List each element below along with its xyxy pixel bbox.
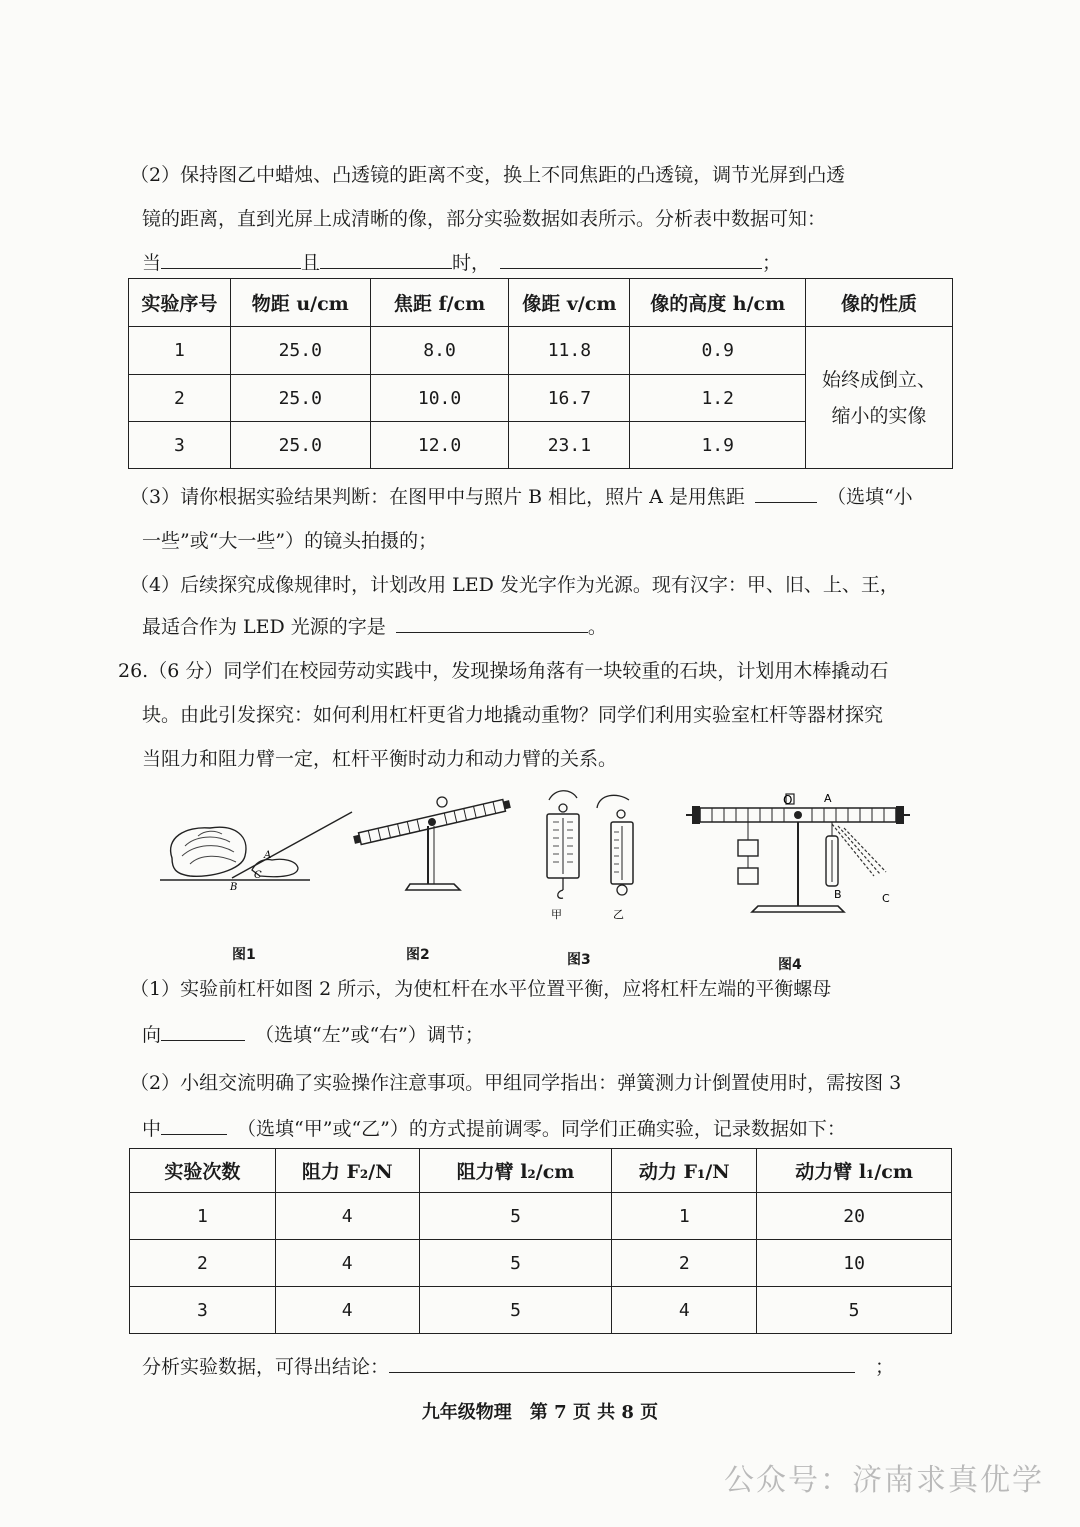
q26-intro-line2: 块。由此引发探究：如何利用杠杆更省力地撬动重物？同学们利用实验室杠杆等器材探究 bbox=[142, 704, 884, 726]
table-cell: 1.9 bbox=[630, 422, 806, 469]
figure2-caption: 图2 bbox=[406, 947, 430, 963]
q25-p3-text-b: （选填“小 bbox=[826, 486, 913, 508]
q26-p1-text-b: （选填“左”或“右”）调节； bbox=[255, 1024, 484, 1046]
q25-p2-line2: 镜的距离，直到光屏上成清晰的像，部分实验数据如表所示。分析表中数据可知： bbox=[142, 208, 827, 230]
image-property-line1: 始终成倒立、 bbox=[822, 368, 937, 391]
page-footer: 九年级物理 第 7 页 共 8 页 bbox=[421, 1402, 659, 1423]
q26-blank-zeroing[interactable] bbox=[161, 1116, 227, 1135]
lever-header-resistance-arm: 阻力臂 l₂/cm bbox=[419, 1149, 612, 1193]
q25-p4-text-a: 最适合作为 LED 光源的字是 bbox=[142, 616, 386, 638]
fig1-label-a: A bbox=[264, 850, 272, 861]
q25-blank-condition1[interactable] bbox=[161, 250, 301, 269]
image-property-line2: 缩小的实像 bbox=[831, 404, 927, 427]
lens-header-index: 实验序号 bbox=[129, 279, 231, 327]
table-cell: 4 bbox=[275, 1287, 419, 1334]
lever-header-resistance: 阻力 F₂/N bbox=[275, 1149, 419, 1193]
table-cell: 1 bbox=[129, 327, 231, 375]
q26-p2-text-b: （选填“甲”或“乙”）的方式提前调零。同学们正确实验，记录数据如下： bbox=[237, 1118, 846, 1140]
table-cell: 5 bbox=[419, 1193, 612, 1240]
table-cell: 1.2 bbox=[630, 375, 806, 422]
table-cell: 11.8 bbox=[509, 327, 630, 375]
q26-p2-text-a: 中 bbox=[142, 1118, 162, 1140]
table-cell: 20 bbox=[757, 1193, 952, 1240]
q25-p3-text-a: （3）请你根据实验结果判断：在图甲中与照片 B 相比，照片 A 是用焦距 bbox=[130, 486, 745, 508]
table-cell: 10.0 bbox=[370, 375, 509, 422]
table-cell: 2 bbox=[612, 1240, 757, 1287]
lens-header-image-height: 像的高度 h/cm bbox=[630, 279, 806, 327]
q26-blank-direction[interactable] bbox=[161, 1022, 245, 1041]
table-cell: 25.0 bbox=[230, 375, 370, 422]
table-cell: 4 bbox=[275, 1240, 419, 1287]
q25-p3-line1 bbox=[130, 482, 913, 509]
table-cell: 0.9 bbox=[630, 327, 806, 375]
q26-p2-line2 bbox=[142, 1114, 846, 1141]
q26-conclusion-text: 分析实验数据，可得出结论： bbox=[142, 1356, 390, 1378]
table-cell: 23.1 bbox=[509, 422, 630, 469]
figure1-rock-lever bbox=[160, 808, 360, 898]
q26-p1-line2 bbox=[142, 1020, 484, 1047]
lever-header-effort: 动力 F₁/N bbox=[612, 1149, 757, 1193]
table-cell: 10 bbox=[757, 1240, 952, 1287]
table-cell: 1 bbox=[130, 1193, 276, 1240]
table-cell: 8.0 bbox=[370, 327, 509, 375]
figure1-caption: 图1 bbox=[232, 947, 256, 963]
fig1-label-c: C bbox=[254, 870, 262, 881]
q25-and-text: 且 bbox=[301, 252, 321, 274]
table-cell: 2 bbox=[130, 1240, 276, 1287]
q26-p2-line1: （2）小组交流明确了实验操作注意事项。甲组同学指出：弹簧测力计倒置使用时，需按图 3 bbox=[130, 1072, 902, 1094]
figure4-caption: 图4 bbox=[778, 957, 802, 973]
figure3-caption: 图3 bbox=[567, 952, 591, 968]
lever-header-effort-arm: 动力臂 l₁/cm bbox=[757, 1149, 952, 1193]
q25-p4-line1: （4）后续探究成像规律时，计划改用 LED 发光字作为光源。现有汉字：甲、旧、上、王， bbox=[130, 574, 899, 596]
q25-p2-line3 bbox=[142, 248, 781, 275]
lever-data-table bbox=[129, 1148, 952, 1334]
q25-when-text: 当 bbox=[142, 252, 162, 274]
watermark: 公众号：济南求真优学 bbox=[724, 1463, 1044, 1498]
table-cell: 3 bbox=[129, 422, 231, 469]
lens-image-property-cell bbox=[806, 327, 953, 469]
q25-blank-condition2[interactable] bbox=[320, 250, 452, 269]
q25-blank-led[interactable] bbox=[396, 614, 588, 633]
lens-header-object-distance: 物距 u/cm bbox=[230, 279, 370, 327]
q25-p2-line1: （2）保持图乙中蜡烛、凸透镜的距离不变，换上不同焦距的凸透镜，调节光屏到凸透 bbox=[130, 164, 846, 186]
table-cell: 5 bbox=[419, 1287, 612, 1334]
figure3-spring-scales bbox=[525, 786, 655, 921]
table-row bbox=[130, 1287, 952, 1334]
fig4-label-o: O bbox=[783, 793, 793, 807]
table-row bbox=[130, 1193, 952, 1240]
q25-blank-result[interactable] bbox=[500, 250, 762, 269]
table-cell: 12.0 bbox=[370, 422, 509, 469]
lens-data-table bbox=[128, 278, 953, 469]
table-row bbox=[129, 327, 953, 375]
table-cell: 4 bbox=[275, 1193, 419, 1240]
fig3-label-yi: 乙 bbox=[613, 908, 624, 921]
q25-blank-focal[interactable] bbox=[755, 484, 817, 503]
table-cell: 1 bbox=[612, 1193, 757, 1240]
table-cell: 5 bbox=[419, 1240, 612, 1287]
q26-blank-conclusion[interactable] bbox=[389, 1354, 855, 1373]
table-cell: 5 bbox=[757, 1287, 952, 1334]
lens-header-focal-length: 焦距 f/cm bbox=[370, 279, 509, 327]
fig1-label-b: B bbox=[230, 882, 238, 893]
lens-header-image-distance: 像距 v/cm bbox=[509, 279, 630, 327]
q25-time-text: 时， bbox=[452, 252, 491, 274]
q26-conclusion-line bbox=[142, 1352, 894, 1379]
fig4-label-b: B bbox=[834, 888, 842, 901]
q26-intro-line3: 当阻力和阻力臂一定，杠杆平衡时动力和动力臂的关系。 bbox=[142, 748, 618, 770]
table-cell: 4 bbox=[612, 1287, 757, 1334]
table-row bbox=[130, 1240, 952, 1287]
q25-end-text: ； bbox=[762, 252, 782, 274]
fig3-label-jia: 甲 bbox=[551, 908, 562, 921]
fig4-label-a: A bbox=[824, 792, 832, 805]
q26-p1-line1: （1）实验前杠杆如图 2 所示，为使杠杆在水平位置平衡，应将杠杆左端的平衡螺母 bbox=[130, 978, 832, 1000]
table-cell: 16.7 bbox=[509, 375, 630, 422]
q26-p1-text-a: 向 bbox=[142, 1024, 162, 1046]
q25-p4-text-b: 。 bbox=[587, 616, 607, 638]
figure2-lever-stand bbox=[350, 792, 515, 898]
q25-p3-line2: 一些”或“大一些”）的镜头拍摄的； bbox=[142, 530, 438, 552]
lever-header-trial: 实验次数 bbox=[130, 1149, 276, 1193]
fig4-label-c: C bbox=[882, 892, 890, 905]
table-cell: 25.0 bbox=[230, 422, 370, 469]
table-cell: 3 bbox=[130, 1287, 276, 1334]
lens-header-image-property: 像的性质 bbox=[806, 279, 953, 327]
table-cell: 2 bbox=[129, 375, 231, 422]
figure4-balanced-lever bbox=[682, 788, 912, 920]
table-cell: 25.0 bbox=[230, 327, 370, 375]
q26-conclusion-end: ； bbox=[875, 1356, 895, 1378]
q25-p4-line2 bbox=[142, 612, 607, 639]
q26-intro-line1: 26.（6 分）同学们在校园劳动实践中，发现操场角落有一块较重的石块，计划用木棒撬动石 bbox=[118, 660, 889, 682]
